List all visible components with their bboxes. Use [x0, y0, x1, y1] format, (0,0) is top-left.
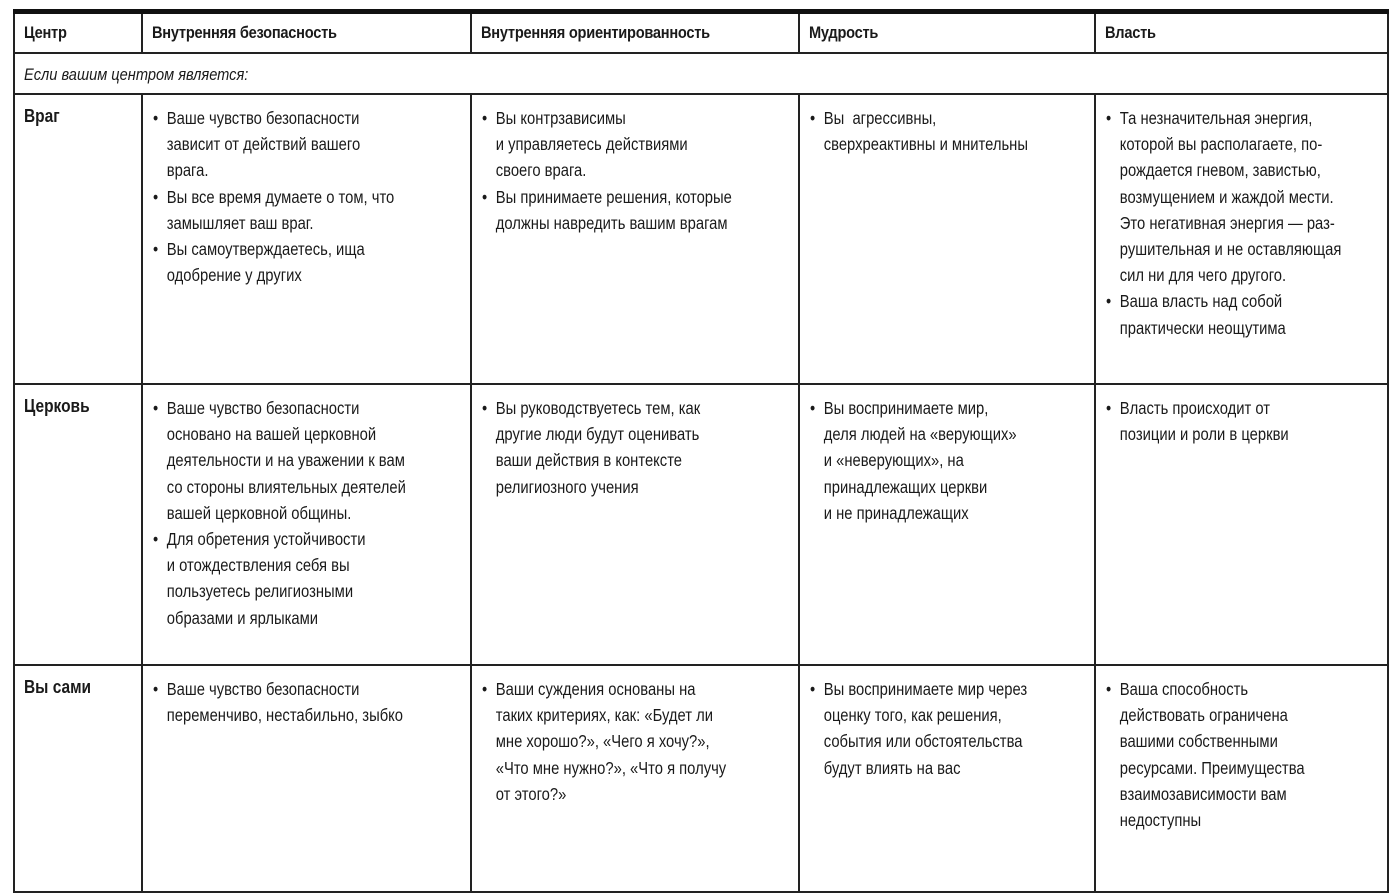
- bullet-item: • Вы все время думаете о том, что замышляет ваш враг.: [153, 184, 394, 236]
- comparison-table: [13, 9, 1389, 888]
- guidance-cell: [470, 385, 798, 664]
- power-cell: [1094, 666, 1389, 891]
- bullet-list: [153, 395, 447, 631]
- bullet-item: • Ваша власть над собой практически неощутима: [1106, 288, 1341, 340]
- bullet-list: [1106, 105, 1380, 341]
- header-label: Мудрость: [809, 23, 879, 42]
- header-label: Власть: [1105, 23, 1156, 42]
- header-cell-center: [13, 14, 141, 52]
- divider: [13, 891, 1389, 893]
- bullet-item: • Вы контрзависимы и управляетесь действиями своего врага.: [482, 105, 732, 184]
- bullet-list: [153, 676, 444, 728]
- bullet-item: • Ваше чувство безопасности основано на вашей церковной деятельности и на уважении к вам со стороны влиятельных деятелей вашей церковной общины.: [153, 395, 406, 526]
- wisdom-cell: [798, 666, 1094, 891]
- header-cell-security: [141, 14, 470, 52]
- bullet-list: [482, 395, 736, 500]
- table-row-church: [13, 385, 1389, 664]
- security-cell: [141, 666, 470, 891]
- bullet-item: • Ваша способность действовать ограничена вашими собственными ресурсами. Преимущества взаимозависимости вам недоступны: [1106, 676, 1305, 833]
- bullet-item: • Вы руководствуетесь тем, как другие люди будут оценивать ваши действия в контексте религиозного учения: [482, 395, 700, 500]
- row-header: Вы сами: [24, 677, 92, 697]
- bullet-item: • Вы принимаете решения, которые должны навредить вашим врагам: [482, 184, 732, 236]
- guidance-cell: [470, 666, 798, 891]
- header-cell-guidance: [470, 14, 798, 52]
- bullet-item: • Вы воспринимаете мир, деля людей на «верующих» и «неверующих», на принадлежащих церкви и не принадлежащих: [810, 395, 1017, 526]
- wisdom-cell: [798, 95, 1094, 383]
- bullet-item: • Для обретения устойчивости и отождествления себя вы пользуетесь религиозными образами и ярлыками: [153, 526, 406, 631]
- header-cell-power: [1094, 14, 1389, 52]
- bullet-item: • Вы агрессивны, сверхреактивны и мнительны: [810, 105, 1028, 157]
- row-header-cell: [13, 95, 141, 383]
- table-row-enemy: [13, 95, 1389, 383]
- bullet-item: • Вы самоутверждаетесь, ища одобрение у других: [153, 236, 394, 288]
- header-cell-wisdom: [798, 14, 1094, 52]
- bullet-list: [482, 105, 773, 236]
- header-row: [13, 14, 1389, 52]
- bullet-item: • Власть происходит от позиции и роли в церкви: [1106, 395, 1289, 447]
- bullet-item: • Ваше чувство безопасности переменчиво, нестабильно, зыбко: [153, 676, 403, 728]
- bullet-list: [810, 105, 1063, 157]
- row-header-cell: [13, 385, 141, 664]
- subheader-row: [13, 54, 1389, 94]
- subheader-text: Если вашим центром является:: [24, 65, 249, 84]
- bullet-list: [810, 395, 1050, 526]
- security-cell: [141, 95, 470, 383]
- guidance-cell: [470, 95, 798, 383]
- power-cell: [1094, 385, 1389, 664]
- bullet-item: • Вы воспринимаете мир через оценку того, как решения, события или обстоятельства будут влиять на вас: [810, 676, 1027, 781]
- bullet-list: [482, 676, 766, 807]
- bullet-list: [153, 105, 434, 288]
- security-cell: [141, 385, 470, 664]
- bullet-list: [810, 676, 1063, 781]
- row-header-cell: [13, 666, 141, 891]
- header-label: Центр: [24, 23, 67, 42]
- row-header: Враг: [24, 106, 60, 126]
- power-cell: [1094, 95, 1389, 383]
- bullet-list: [1106, 676, 1337, 833]
- bullet-item: • Ваше чувство безопасности зависит от действий вашего врага.: [153, 105, 394, 184]
- header-label: Внутренняя безопасность: [152, 23, 337, 42]
- row-header: Церковь: [24, 396, 90, 416]
- header-label: Внутренняя ориентированность: [481, 23, 710, 42]
- subheader-cell: [13, 54, 1389, 94]
- bullet-item: • Ваши суждения основаны на таких критериях, как: «Будет ли мне хорошо?», «Чего я хочу?», «Что мне нужно?», «Что я получу от этого?»: [482, 676, 726, 807]
- bullet-item: • Та незначительная энергия, которой вы располагаете, по- рождается гневом, завистью, возмущением и жаждой мести. Это негативная энергия — раз- рушительная и не оставляющая сил ни для чего другого.: [1106, 105, 1341, 288]
- table-row-self: [13, 666, 1389, 891]
- bullet-list: [1106, 395, 1318, 447]
- wisdom-cell: [798, 385, 1094, 664]
